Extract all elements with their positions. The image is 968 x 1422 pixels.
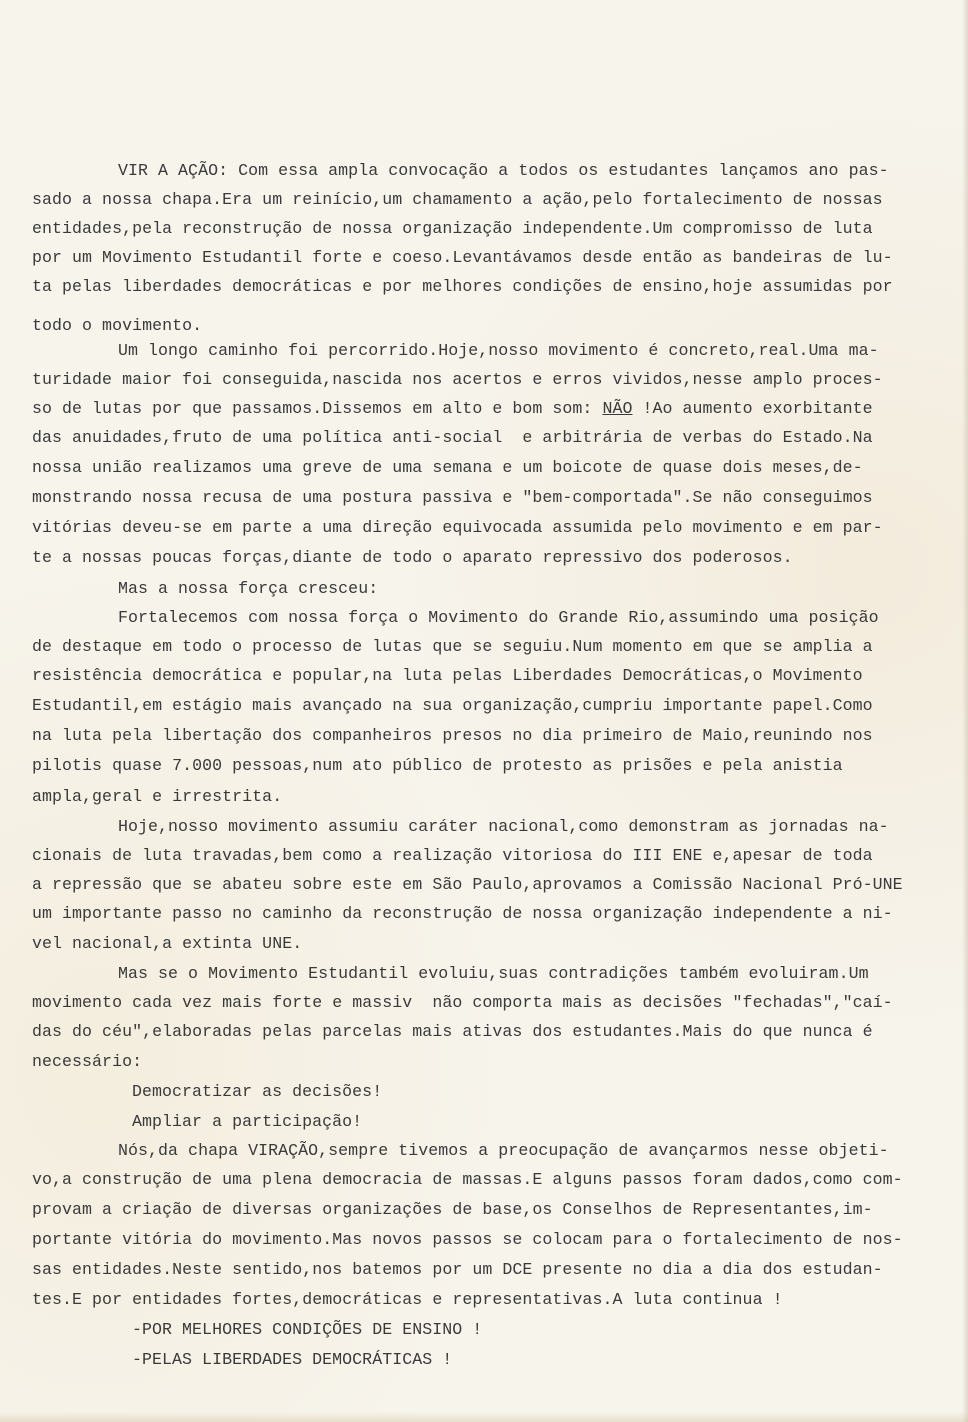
text-line: turidade maior foi conseguida,nascida nos acertos e erros vividos,nesse amplo proces-: [32, 370, 883, 389]
text-line: na luta pela libertação dos companheiros presos no dia primeiro de Maio,reunindo nos: [32, 726, 873, 745]
text-line: todo o movimento.: [32, 316, 203, 335]
text-line: ta pelas liberdades democráticas e por melhores condições de ensino,hoje assumidas por: [32, 277, 893, 296]
text-line: das anuidades,fruto de uma política anti-social e arbitrária de verbas do Estado.Na: [32, 428, 873, 447]
text-line: a repressão que se abateu sobre este em São Paulo,aprovamos a Comissão Nacional Pró-UNE: [32, 875, 903, 894]
text-line: cionais de luta travadas,bem como a realização vitoriosa do III ENE e,apesar de toda: [32, 846, 873, 865]
text-line: um importante passo no caminho da reconstrução de nossa organização independente a ni-: [32, 904, 893, 923]
slogan-line: -PELAS LIBERDADES DEMOCRÁTICAS !: [132, 1350, 453, 1369]
text-line: Mas a nossa força cresceu:: [118, 579, 379, 598]
text-line: por um Movimento Estudantil forte e coeso.Levantávamos desde então as bandeiras de lu-: [32, 248, 893, 267]
text-line: Mas se o Movimento Estudantil evoluiu,suas contradições também evoluiram.Um: [118, 964, 869, 983]
text-line: provam a criação de diversas organizações de base,os Conselhos de Representantes,im-: [32, 1200, 873, 1219]
text-line: das do céu",elaboradas pelas parcelas mais ativas dos estudantes.Mais do que nunca é: [32, 1022, 873, 1041]
text-line: nossa união realizamos uma greve de uma semana e um boicote de quase dois meses,de-: [32, 458, 863, 477]
page-bottom-stain: [0, 1412, 968, 1422]
emphasis-nao: NÃO: [602, 399, 633, 418]
text-line: entidades,pela reconstrução de nossa organização independente.Um compromisso de luta: [32, 219, 873, 238]
text-line: Nós,da chapa VIRAÇÃO,sempre tivemos a preocupação de avançarmos nesse objeti-: [118, 1141, 889, 1160]
text-line: Um longo caminho foi percorrido.Hoje,nosso movimento é concreto,real.Uma ma-: [118, 341, 879, 360]
text-line: movimento cada vez mais forte e massiv não comporta mais as decisões "fechadas","caí-: [32, 993, 893, 1012]
text-line: sado a nossa chapa.Era um reinício,um chamamento a ação,pelo fortalecimento de nossas: [32, 190, 883, 209]
text-line: VIR A AÇÃO: Com essa ampla convocação a todos os estudantes lançamos ano pas-: [118, 161, 889, 180]
page-edge-shadow: [962, 0, 968, 1422]
text-line: Hoje,nosso movimento assumiu caráter nacional,como demonstram as jornadas na-: [118, 817, 889, 836]
text-line: Fortalecemos com nossa força o Movimento do Grande Rio,assumindo uma posição: [118, 608, 879, 627]
text-line: tes.E por entidades fortes,democráticas e representativas.A luta continua !: [32, 1290, 783, 1309]
slogan-line: -POR MELHORES CONDIÇÕES DE ENSINO !: [132, 1320, 483, 1339]
text-line: Estudantil,em estágio mais avançado na sua organização,cumpriu importante papel.Como: [32, 696, 873, 715]
text-line: ampla,geral e irrestrita.: [32, 787, 283, 806]
text-line: necessário:: [32, 1052, 143, 1071]
text-line: de destaque em todo o processo de lutas que se seguiu.Num momento em que se amplia a: [32, 637, 873, 656]
text-segment: !Ao aumento exorbitante: [632, 399, 873, 418]
text-line: portante vitória do movimento.Mas novos passos se colocam para o fortalecimento de nos-: [32, 1230, 903, 1249]
list-item: Ampliar a participação!: [132, 1112, 363, 1131]
text-line: te a nossas poucas forças,diante de todo o aparato repressivo dos poderosos.: [32, 548, 793, 567]
text-line: sas entidades.Neste sentido,nos batemos por um DCE presente no dia a dia dos estudan-: [32, 1260, 883, 1279]
text-line: monstrando nossa recusa de uma postura passiva e "bem-comportada".Se não conseguimos: [32, 488, 873, 507]
text-line: vo,a construção de uma plena democracia de massas.E alguns passos foram dados,como com-: [32, 1170, 903, 1189]
list-item: Democratizar as decisões!: [132, 1082, 383, 1101]
text-line: vitórias deveu-se em parte a uma direção equivocada assumida pelo movimento e em par-: [32, 518, 883, 537]
text-segment: so de lutas por que passamos.Dissemos em alto e bom som:: [32, 399, 603, 418]
text-line: [32, 399, 873, 419]
text-line: resistência democrática e popular,na luta pelas Liberdades Democráticas,o Movimento: [32, 666, 863, 685]
text-line: pilotis quase 7.000 pessoas,num ato público de protesto as prisões e pela anistia: [32, 756, 843, 775]
text-line: vel nacional,a extinta UNE.: [32, 934, 303, 953]
